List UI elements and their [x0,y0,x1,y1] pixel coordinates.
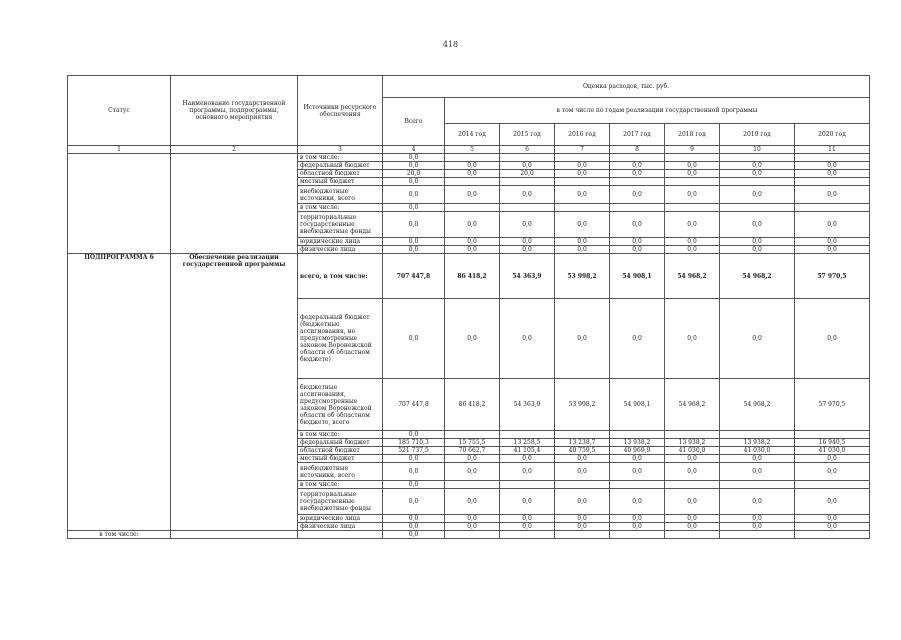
year-value-cell [795,481,870,489]
year-value-cell: 0,0 [795,299,870,379]
year-value-cell [720,204,795,212]
total-cell: 0,0 [383,523,445,531]
total-cell: 0,0 [383,238,445,246]
source-cell: в том числе: [298,481,383,489]
source-cell: федеральный бюджет [298,439,383,447]
source-cell: всего, в том числе: [298,254,383,299]
year-value-cell: 0,0 [445,170,500,178]
year-value-cell: 53 998,2 [555,379,610,431]
year-value-cell [555,481,610,489]
year-value-cell: 0,0 [555,238,610,246]
year-value-cell: 0,0 [610,170,665,178]
column-number: 8 [610,146,665,154]
year-value-cell: 0,0 [610,515,665,523]
year-value-cell: 13 938,2 [610,439,665,447]
total-cell: 521 737,5 [383,447,445,455]
total-cell: 0,0 [383,455,445,463]
total-cell: 0,0 [383,178,445,186]
year-value-cell [445,531,500,539]
year-value-cell: 0,0 [445,162,500,170]
total-cell: 0,0 [383,431,445,439]
year-value-cell [555,154,610,162]
header-sources: Источники ресурсного обеспечения [298,76,383,146]
header-year: 2014 год [445,124,500,146]
source-cell: в том числе: [298,154,383,162]
year-value-cell [795,178,870,186]
source-cell: областной бюджет [298,447,383,455]
year-value-cell: 0,0 [665,246,720,254]
year-value-cell: 0,0 [500,186,555,204]
year-value-cell: 0,0 [445,186,500,204]
year-value-cell: 0,0 [795,170,870,178]
year-value-cell: 0,0 [720,515,795,523]
year-value-cell: 0,0 [610,463,665,481]
year-value-cell: 0,0 [610,238,665,246]
total-cell: 707 447,8 [383,379,445,431]
year-value-cell: 0,0 [555,523,610,531]
year-value-cell [720,154,795,162]
year-value-cell: 0,0 [665,238,720,246]
source-cell: физические лица [298,246,383,254]
year-value-cell: 13 238,7 [555,439,610,447]
status-cell-empty [68,154,171,254]
year-value-cell [500,178,555,186]
year-value-cell: 54 363,9 [500,254,555,299]
year-value-cell: 0,0 [720,162,795,170]
year-value-cell: 0,0 [665,515,720,523]
year-value-cell [795,431,870,439]
total-cell: 0,0 [383,299,445,379]
year-value-cell: 0,0 [795,523,870,531]
column-number: 9 [665,146,720,154]
year-value-cell: 0,0 [500,489,555,515]
year-value-cell: 0,0 [720,455,795,463]
year-value-cell: 0,0 [500,238,555,246]
total-cell: 0,0 [383,489,445,515]
total-cell: 0,0 [383,246,445,254]
year-value-cell: 0,0 [500,299,555,379]
year-value-cell: 0,0 [795,463,870,481]
year-value-cell: 0,0 [665,455,720,463]
total-cell: 0,0 [383,162,445,170]
year-value-cell: 0,0 [445,299,500,379]
year-value-cell [665,481,720,489]
year-value-cell: 41 105,4 [500,447,555,455]
table-row [68,254,870,299]
year-value-cell: 40 759,5 [555,447,610,455]
year-value-cell: 0,0 [665,212,720,238]
year-value-cell: 0,0 [555,455,610,463]
source-cell: местный бюджет [298,178,383,186]
header-year: 2016 год [555,124,610,146]
year-value-cell [555,431,610,439]
year-value-cell: 0,0 [555,186,610,204]
year-value-cell: 0,0 [555,463,610,481]
year-value-cell: 86 418,2 [445,379,500,431]
year-value-cell: 40 969,9 [610,447,665,455]
year-value-cell [445,154,500,162]
year-value-cell: 0,0 [555,515,610,523]
year-value-cell: 0,0 [555,246,610,254]
source-cell: бюджетные ассигнования, предусмотренные законом Воронежской области об областном бюджете, всего [298,379,383,431]
year-value-cell [665,204,720,212]
year-value-cell: 0,0 [610,523,665,531]
total-cell: 0,0 [383,463,445,481]
year-value-cell [445,178,500,186]
year-value-cell: 0,0 [665,299,720,379]
year-value-cell: 0,0 [665,186,720,204]
year-value-cell: 0,0 [500,515,555,523]
year-value-cell [610,154,665,162]
year-value-cell: 0,0 [445,463,500,481]
year-value-cell [445,481,500,489]
year-value-cell [610,531,665,539]
year-value-cell: 54 968,2 [665,379,720,431]
source-cell: юридические лица [298,238,383,246]
header-name: Наименование государственной программы, подпрограммы, основного мероприятия [171,76,298,146]
source-cell: физические лица [298,523,383,531]
table-body [68,76,870,539]
year-value-cell [555,531,610,539]
year-value-cell: 0,0 [795,515,870,523]
year-value-cell: 0,0 [665,162,720,170]
subprogram-status: ПОДПРОГРАММА 6 [68,254,171,531]
year-value-cell: 0,0 [610,212,665,238]
year-value-cell: 0,0 [795,186,870,204]
year-value-cell [610,481,665,489]
year-value-cell [665,531,720,539]
year-value-cell: 0,0 [795,455,870,463]
year-value-cell: 57 970,5 [795,379,870,431]
year-value-cell [610,178,665,186]
year-value-cell [665,178,720,186]
table-row [68,531,870,539]
year-value-cell: 0,0 [445,523,500,531]
year-value-cell: 54 968,2 [720,254,795,299]
year-value-cell [500,481,555,489]
year-value-cell: 0,0 [610,299,665,379]
year-value-cell: 0,0 [795,238,870,246]
year-value-cell: 0,0 [720,523,795,531]
source-cell: федеральный бюджет [298,162,383,170]
year-value-cell [795,531,870,539]
year-value-cell: 0,0 [445,489,500,515]
column-number: 4 [383,146,445,154]
year-value-cell: 41 030,0 [720,447,795,455]
year-value-cell: 0,0 [610,246,665,254]
header-by-years: в том числе по годам реализации государственной программы [445,98,870,124]
year-value-cell: 0,0 [720,238,795,246]
year-value-cell: 0,0 [720,170,795,178]
year-value-cell [500,531,555,539]
total-cell: 0,0 [383,531,445,539]
year-value-cell [500,204,555,212]
year-value-cell: 0,0 [500,212,555,238]
year-value-cell: 0,0 [665,523,720,531]
year-value-cell: 53 998,2 [555,254,610,299]
year-value-cell: 0,0 [555,170,610,178]
year-value-cell [720,178,795,186]
year-value-cell: 0,0 [500,162,555,170]
year-value-cell: 0,0 [795,489,870,515]
total-cell: 20,0 [383,170,445,178]
year-value-cell: 41 030,0 [795,447,870,455]
total-cell: 185 710,3 [383,439,445,447]
year-value-cell: 15 755,5 [445,439,500,447]
expenditure-table [67,75,870,539]
year-value-cell: 0,0 [500,463,555,481]
source-cell: местный бюджет [298,455,383,463]
source-cell: в том числе: [298,431,383,439]
column-number: 11 [795,146,870,154]
year-value-cell: 0,0 [555,299,610,379]
header-year: 2018 год [665,124,720,146]
header-estimate: Оценка расходов, тыс. руб. [383,76,870,98]
year-value-cell: 0,0 [500,523,555,531]
year-value-cell: 0,0 [795,246,870,254]
year-value-cell [610,431,665,439]
year-value-cell [445,204,500,212]
year-value-cell: 0,0 [610,455,665,463]
table-row [68,154,870,162]
total-cell: 0,0 [383,212,445,238]
year-value-cell: 13 258,5 [500,439,555,447]
year-value-cell [445,431,500,439]
year-value-cell [500,431,555,439]
source-cell: внебюджетные источники, всего [298,463,383,481]
year-value-cell [555,204,610,212]
year-value-cell: 0,0 [795,162,870,170]
year-value-cell: 0,0 [720,186,795,204]
year-value-cell [665,431,720,439]
year-value-cell: 70 662,7 [445,447,500,455]
year-value-cell: 41 030,0 [665,447,720,455]
year-value-cell: 20,0 [500,170,555,178]
year-value-cell: 0,0 [720,489,795,515]
year-value-cell: 0,0 [610,162,665,170]
year-value-cell: 54 968,2 [720,379,795,431]
year-value-cell: 0,0 [665,170,720,178]
header-status: Статус [68,76,171,146]
year-value-cell: 54 908,1 [610,379,665,431]
year-value-cell: 0,0 [555,212,610,238]
year-value-cell: 0,0 [720,463,795,481]
header-year: 2019 год [720,124,795,146]
source-cell: территориальные государственные внебюджетные фонды [298,212,383,238]
year-value-cell: 0,0 [610,186,665,204]
year-value-cell [720,431,795,439]
source-cell: областной бюджет [298,170,383,178]
column-number: 1 [68,146,171,154]
name-cell-empty [171,531,298,539]
header-year: 2015 год [500,124,555,146]
year-value-cell: 54 968,2 [665,254,720,299]
year-value-cell: 0,0 [665,489,720,515]
year-value-cell: 0,0 [610,489,665,515]
subprogram-name: Обеспечение реализации государственной программы [171,254,298,531]
year-value-cell: 86 418,2 [445,254,500,299]
total-cell: 707 447,8 [383,254,445,299]
year-value-cell: 13 938,2 [665,439,720,447]
year-value-cell [720,481,795,489]
name-cell-empty [171,154,298,254]
year-value-cell [795,204,870,212]
source-cell: федеральный бюджет (бюджетные ассигнования, не предусмотренные законом Воронежской области об областном бюджете) [298,299,383,379]
year-value-cell: 13 938,2 [720,439,795,447]
year-value-cell: 0,0 [555,489,610,515]
column-number: 10 [720,146,795,154]
total-cell: 0,0 [383,204,445,212]
column-number: 2 [171,146,298,154]
total-cell: 0,0 [383,515,445,523]
year-value-cell [665,154,720,162]
source-cell-empty [298,531,383,539]
total-cell: 0,0 [383,154,445,162]
column-number: 6 [500,146,555,154]
total-cell: 0,0 [383,186,445,204]
year-value-cell: 0,0 [665,463,720,481]
header-year: 2017 год [610,124,665,146]
year-value-cell: 0,0 [720,212,795,238]
status-cell: в том числе: [68,531,171,539]
year-value-cell: 0,0 [720,246,795,254]
source-cell: внебюджетные источники, всего [298,186,383,204]
header-total: Всего [383,98,445,146]
year-value-cell: 0,0 [445,515,500,523]
year-value-cell [500,154,555,162]
year-value-cell [555,178,610,186]
source-cell: территориальные государственные внебюджетные фонды [298,489,383,515]
year-value-cell: 16 940,5 [795,439,870,447]
year-value-cell: 0,0 [445,246,500,254]
year-value-cell: 0,0 [500,455,555,463]
year-value-cell [610,204,665,212]
year-value-cell: 0,0 [445,455,500,463]
year-value-cell [720,531,795,539]
page-number: 418 [442,40,459,49]
header-year: 2020 год [795,124,870,146]
year-value-cell: 57 970,5 [795,254,870,299]
source-cell: юридические лица [298,515,383,523]
column-number: 5 [445,146,500,154]
year-value-cell: 0,0 [720,299,795,379]
year-value-cell: 54 363,9 [500,379,555,431]
column-number: 7 [555,146,610,154]
year-value-cell: 54 908,1 [610,254,665,299]
year-value-cell [795,154,870,162]
year-value-cell: 0,0 [795,212,870,238]
total-cell: 0,0 [383,481,445,489]
year-value-cell: 0,0 [500,246,555,254]
column-number: 3 [298,146,383,154]
year-value-cell: 0,0 [445,238,500,246]
year-value-cell: 0,0 [555,162,610,170]
source-cell: в том числе: [298,204,383,212]
year-value-cell: 0,0 [445,212,500,238]
